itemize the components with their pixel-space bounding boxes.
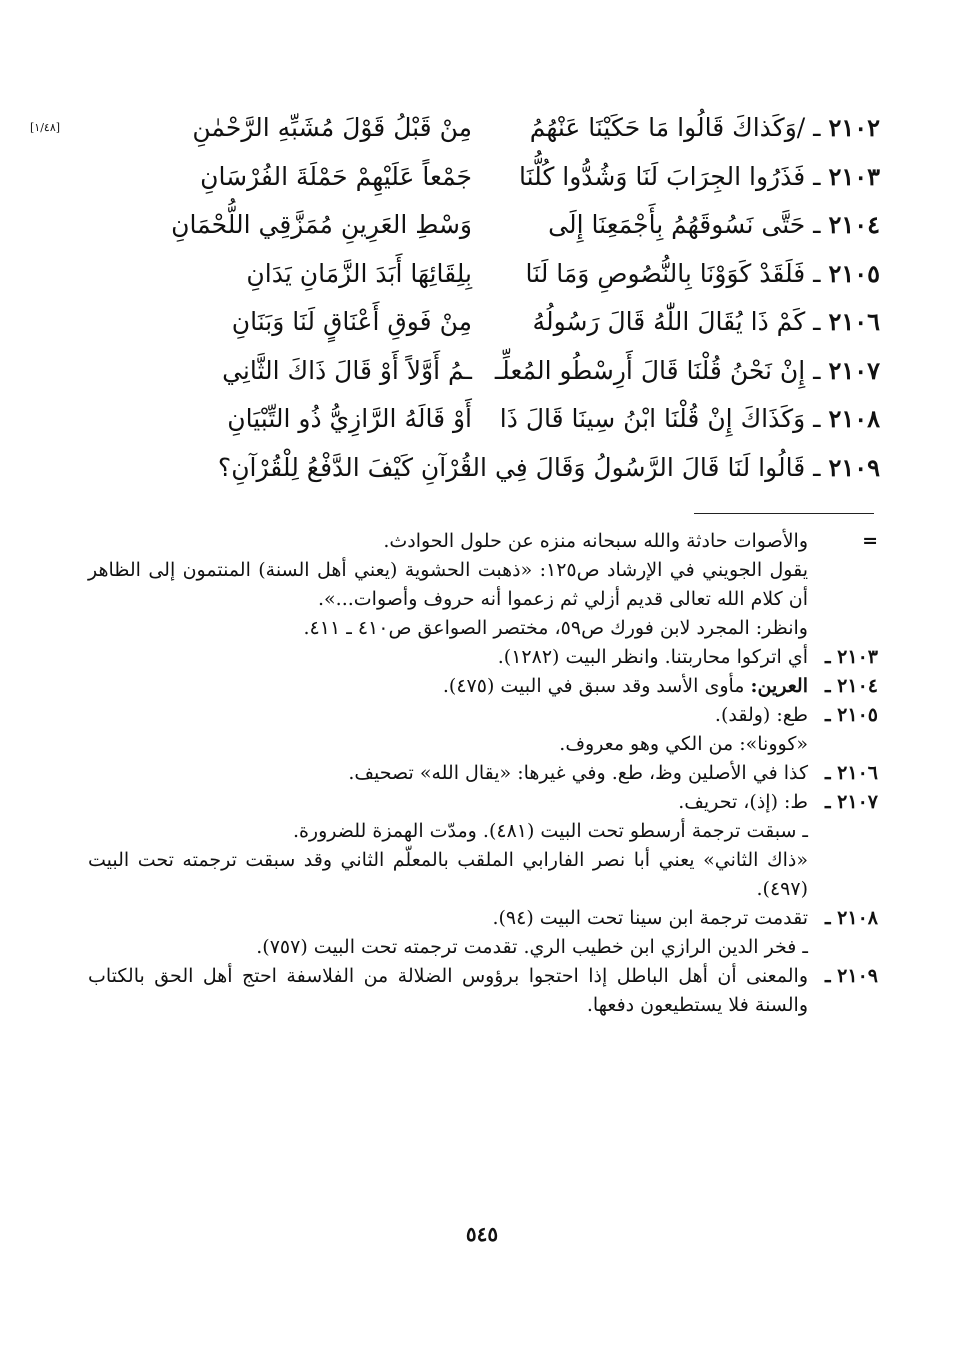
footnote-divider: [694, 513, 874, 514]
second-hemistich: بِلِقَائِهَا أَبَدَ الزَّمَانِ يَدَانِ: [246, 258, 472, 288]
footnote-text: ـ سبقت ترجمة أرسطو تحت البيت (٤٨١). ومدّت الهمزة للضرورة.: [292, 820, 808, 842]
footnote-text: طع: (ولقد).: [714, 704, 808, 726]
page-number: ٥٤٥: [465, 1222, 499, 1246]
footnote: [88, 759, 878, 788]
second-hemistich: مِنْ فَوقِ أَعْنَاقٍ لَنَا وَبَنَانِ: [231, 307, 472, 336]
second-hemistich: جَمْعاً عَلَيْهِمْ حَمْلَةَ الفُرْسَانِ: [200, 161, 472, 191]
second-hemistich: ـمُ أَوَّلاً أَوْ قَالَ ذَاكَ الثَّانِي: [222, 355, 472, 385]
second-hemistich: وَسْطِ العَرِينِ مُمَزَّقِي اللُّحْمَانِ: [171, 210, 472, 239]
verse-number: ٢١٠٣: [828, 161, 880, 191]
verse-line: [30, 104, 880, 153]
footnote-text: وانظر: المجرد لابن فورك ص٥٩، مختصر الصواعق ص٤١٠ ـ ٤١١.: [303, 617, 808, 639]
footnote-text: كذا في الأصلين وظ، طع. وفي غيرها: «يقال الله» تصحيف.: [348, 762, 808, 784]
footnote-marker: =: [862, 530, 878, 552]
verse-number: ٢١٠٧: [828, 355, 880, 385]
first-hemistich: ٢١٠٩ ـ قَالُوا لَنَا قَالَ الرَّسُولُ وَقَالَ فِي الـ: [465, 452, 880, 482]
footnote-text: تقدمت ترجمة ابن سينا تحت البيت (٩٤).: [492, 907, 808, 929]
first-hemistich: ٢١٠٨ ـ وَكَذَاكَ إِنْ قُلْنَا ابْنُ سِينَا قَالَ ذَا: [499, 404, 880, 433]
first-hemistich: ٢١٠٣ ـ فَذَرُوا الجِرَابَ لَنَا وَشُدُّوا كُلُّنَا: [519, 161, 880, 191]
verse-number: ٢١٠٨: [828, 404, 880, 433]
footnote: [88, 556, 878, 614]
verse-line: [40, 250, 880, 299]
first-hemistich: ٢١٠٦ ـ كَمْ ذَا يُقَالَ اللّٰهُ قَالَ رَسُولُهُ: [532, 307, 880, 336]
footnote-text: والمعنى أن أهل الباطل إذا احتجوا برؤوس الضلالة من الفلاسفة احتج أهل الحق بالكتاب والسنة فلا يستطيعون دفعها.: [88, 965, 808, 1016]
first-hemistich: ٢١٠٧ ـ إِنْ نَحْنُ قُلْنَا قَالَ أَرِسْطُو المُعلِّـ: [494, 355, 880, 385]
hemistich-text: إِنْ نَحْنُ قُلْنَا قَالَ أَرِسْطُو المُعلِّـ: [494, 355, 806, 385]
verse-number: ٢١٠٦: [828, 307, 880, 336]
footnote: [88, 730, 878, 759]
footnote-marker: ٢١٠٧ ـ: [824, 791, 878, 813]
footnote-text: والأصوات حادثة والله سبحانه منزه عن حلول الحوادث.: [383, 530, 808, 552]
hemistich-text: فَذَرُوا الجِرَابَ لَنَا وَشُدُّوا كُلُّنَا: [519, 161, 806, 191]
footnote-text: «ذاك الثاني» يعني أبا نصر الفارابي الملقب بالمعلّم الثاني وقد سبقت ترجمته تحت البيت (٤٩٧).: [88, 849, 808, 900]
verse-line: [40, 444, 880, 493]
verse-line: [40, 153, 880, 202]
footnote-text: أي اتركوا محاربتنا. وانظر البيت (١٢٨٢).: [497, 646, 808, 668]
hemistich-text: فَلَقَدْ كَوَوْنَا بِالنُّصُوصِ وَمَا لَنَا: [525, 258, 806, 288]
hemistich-text: كَمْ ذَا يُقَالَ اللّٰهُ قَالَ رَسُولُهُ: [532, 307, 806, 336]
footnote: [88, 817, 878, 846]
first-hemistich: ٢١٠٤ ـ حَتَّى نَسُوقَهُمُ بِأَجْمَعِنَا إِلَى: [548, 210, 880, 239]
verse-block: [30, 104, 880, 492]
hemistich-text: حَتَّى نَسُوقَهُمُ بِأَجْمَعِنَا إِلَى: [548, 210, 806, 239]
footnote-text: ـ فخر الدين الرازي ابن خطيب الري. تقدمت ترجمته تحت البيت (٧٥٧).: [256, 936, 808, 958]
footnote: [88, 614, 878, 643]
second-hemistich: قُرْآنِ كَيْفَ الدَّفْعُ لِلْقُرْآنِ؟: [217, 452, 472, 482]
verse-number: ٢١٠٩: [828, 452, 880, 482]
footnote-text: مأوى الأسد وقد سبق في البيت (٤٧٥).: [442, 675, 745, 697]
hemistich-text: /وَكَذاكَ قَالُوا مَا حَكَيْنَا عَنْهُمُ: [529, 113, 806, 142]
verse-line: [40, 298, 880, 347]
footnote: [88, 643, 878, 672]
hemistich-text: قَالُوا لَنَا قَالَ الرَّسُولُ وَقَالَ فِي الـ: [465, 452, 806, 482]
verse-number: ٢١٠٥: [828, 258, 880, 288]
hemistich-text: وَكَذَاكَ إِنْ قُلْنَا ابْنُ سِينَا قَالَ ذَا: [499, 404, 806, 433]
footnote-marker: ٢١٠٣ ـ: [824, 646, 878, 668]
footnote: [88, 962, 878, 1020]
footnote-marker: ٢١٠٦ ـ: [824, 762, 878, 784]
first-hemistich: ٢١٠٥ ـ فَلَقَدْ كَوَوْنَا بِالنُّصُوصِ وَمَا لَنَا: [525, 258, 880, 288]
footnote: [88, 701, 878, 730]
verse-number: ٢١٠٤: [828, 210, 880, 239]
footnote-term: العرين:: [750, 675, 808, 697]
footnote: [88, 933, 878, 962]
footnote-marker: ٢١٠٨ ـ: [824, 907, 878, 929]
verse-line: [40, 201, 880, 250]
footnote-text: ط: (إذ)، تحريف.: [678, 791, 808, 813]
footnotes: [88, 527, 878, 1020]
manuscript-reference: [١/٤٨]: [30, 121, 61, 134]
second-hemistich: أَوْ قَالَهُ الرَّازِيُّ ذُو التِّبْيَانِ: [227, 404, 472, 433]
footnote-marker: ٢١٠٩ ـ: [824, 965, 878, 987]
verse-line: [40, 395, 880, 444]
footnote-text: «كوونا»: من الكي وهو معروف.: [559, 733, 808, 755]
first-hemistich: ٢١٠٢ ـ /وَكَذاكَ قَالُوا مَا حَكَيْنَا عَنْهُمُ: [529, 113, 880, 142]
footnote: [88, 846, 878, 904]
verse-line: [40, 347, 880, 396]
verse-number: ٢١٠٢: [828, 113, 880, 142]
footnote-text: يقول الجويني في الإرشاد ص١٢٥: «ذهبت الحشوية (يعني أهل السنة) المنتمون إلى الظاهر أن كلام الله تعالى قديم أزلي ثم زعموا أنه حروف وأصوات...».: [88, 559, 808, 610]
footnote: [88, 672, 878, 701]
footnote-marker: ٢١٠٤ ـ: [824, 675, 878, 697]
second-hemistich: مِنْ قَبْلُ قَوْلَ مُشَبِّهِ الرَّحْمٰنِ: [192, 113, 472, 142]
footnote: [88, 527, 878, 556]
footnote: [88, 904, 878, 933]
footnote-marker: ٢١٠٥ ـ: [824, 704, 878, 726]
footnote: [88, 788, 878, 817]
